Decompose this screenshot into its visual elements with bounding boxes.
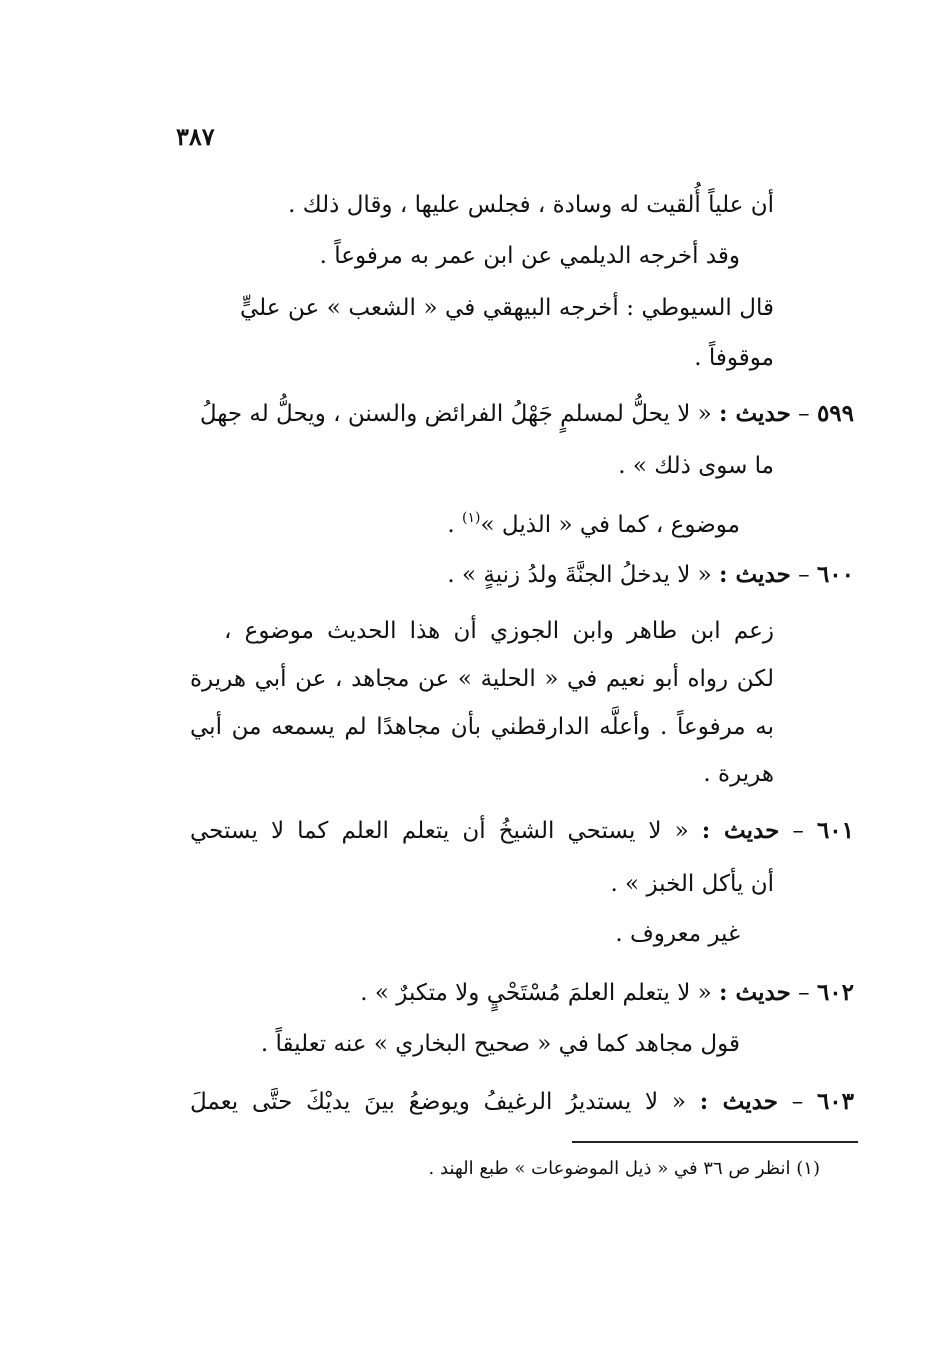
footnote-divider: [572, 1141, 858, 1143]
dash: –: [798, 401, 810, 427]
text-line: وقد أخرجه الديلمي عن ابن عمر به مرفوعاً .: [319, 243, 740, 269]
hadith-number: ٦٠٣: [816, 1088, 855, 1115]
footnote-marker: (١): [462, 510, 481, 526]
hadith-601-line: [190, 815, 854, 847]
text-line: زعم ابن طاهر وابن الجوزي أن هذا الحديث موضوع ،: [224, 618, 774, 644]
text-line: أن علياً أُلقيت له وسادة ، فجلس عليها ، وقال ذلك .: [288, 192, 774, 218]
hadith-text: « لا يدخلُ الجنَّةَ ولدُ زنيةٍ » .: [447, 562, 712, 588]
hadith-keyword: حديث :: [699, 1088, 778, 1115]
hadith-number: ٦٠٢: [816, 979, 854, 1006]
text-line: أن يأكل الخبز » .: [610, 871, 774, 897]
hadith-number: ٥٩٩: [816, 400, 854, 427]
hadith-keyword: حديث :: [719, 979, 791, 1006]
hadith-text: « لا يتعلم العلمَ مُسْتَحْيٍ ولا متكبرٌ » .: [360, 980, 712, 1006]
text-line: موضوع ، كما في « الذيل »$^{(١)}$ .: [447, 510, 740, 538]
hadith-603-line: [190, 1086, 854, 1118]
hadith-599-line: [200, 398, 854, 430]
page-number: ٣٨٧: [176, 122, 215, 151]
text-line: به مرفوعاً . وأعلَّه الدارقطني بأن مجاهدًا لم يسمعه من أبي: [190, 714, 774, 740]
hadith-number: ٦٠١: [816, 817, 855, 844]
text-line: هريرة .: [703, 761, 774, 787]
dash: –: [798, 980, 810, 1006]
text-line: غير معروف .: [615, 921, 740, 947]
text-line: قول مجاهد كما في « صحيح البخاري » عنه تعليقاً .: [260, 1031, 740, 1057]
text-line: ما سوى ذلك » .: [618, 453, 774, 479]
hadith-600-line: [447, 559, 854, 591]
text-line: لكن رواه أبو نعيم في « الحلية » عن مجاهد ، عن أبي هريرة: [190, 666, 774, 692]
footnote: (١) انظر ص ٣٦ في « ذيل الموضوعات » طبع الهند .: [428, 1158, 820, 1179]
hadith-text: « لا يحلُّ لمسلمٍ جَهْلُ الفرائض والسنن ، ويحلُّ له جهلُ: [199, 401, 712, 427]
hadith-keyword: حديث :: [719, 561, 791, 588]
hadith-602-line: [360, 977, 854, 1009]
hadith-text: « لا يستديرُ الرغيفُ ويوضعُ بينَ يديْكَ حتَّى يعملَ: [190, 1089, 686, 1115]
hadith-text: « لا يستحي الشيخُ أن يتعلم العلم كما لا يستحي: [190, 818, 689, 844]
hadith-number: ٦٠٠: [816, 561, 854, 588]
hadith-keyword: حديث :: [719, 400, 791, 427]
dash: –: [791, 1089, 804, 1115]
text-line: موقوفاً .: [694, 345, 774, 371]
dash: –: [792, 818, 804, 844]
dash: –: [798, 562, 810, 588]
hadith-keyword: حديث :: [701, 817, 780, 844]
text-line: قال السيوطي : أخرجه البيهقي في « الشعب » عن عليٍّ: [240, 295, 774, 321]
